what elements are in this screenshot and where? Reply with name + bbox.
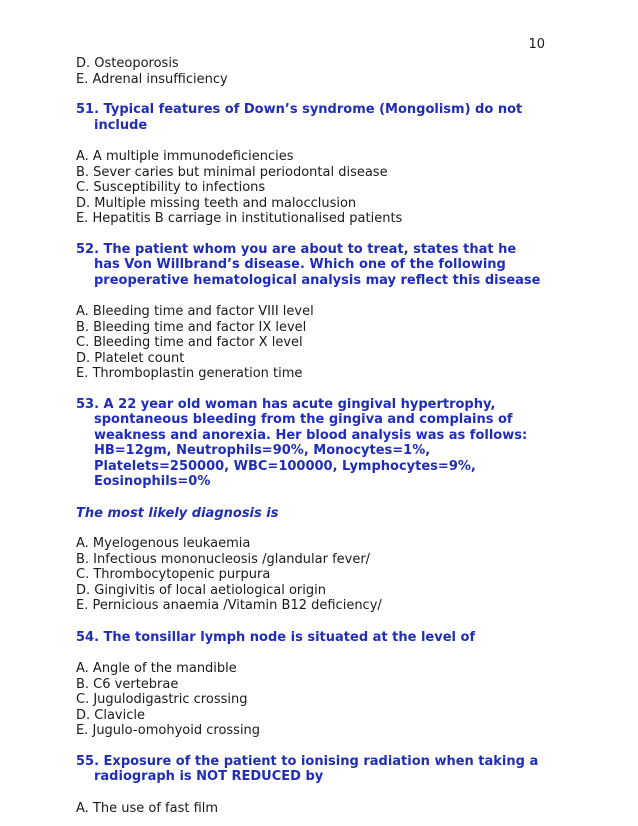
question-55: [76, 754, 546, 817]
question-53: [76, 397, 546, 614]
option-c: C. Thrombocytopenic purpura: [76, 567, 271, 582]
option-d: D. Platelet count: [76, 350, 185, 366]
option-b: B. Bleeding time and factor IX level: [76, 319, 307, 335]
question-sub-prompt: The most likely diagnosis is: [76, 505, 279, 521]
option-c: C. Susceptibility to infections: [76, 180, 266, 195]
question-54: [76, 630, 546, 739]
option-b: B. Sever caries but minimal periodontal disease: [76, 164, 388, 180]
option-a: A. Myelogenous leukaemia: [76, 536, 251, 551]
option-c: C. Jugulodigastric crossing: [76, 692, 248, 707]
option-e: E. Adrenal insufficiency: [76, 71, 228, 87]
question-52: [76, 242, 546, 382]
option-e: E. Jugulo-omohyoid crossing: [76, 723, 261, 738]
option-d: D. Gingivitis of local aetiological origin: [76, 582, 326, 598]
option-d: D. Multiple missing teeth and malocclusion: [76, 195, 357, 211]
option-e: E. Thromboplastin generation time: [76, 366, 303, 381]
question-stem: 54. The tonsillar lymph node is situated at the level of: [76, 629, 476, 645]
option-b: B. Infectious mononucleosis /glandular fever/: [76, 551, 371, 567]
option-e: E. Hepatitis B carriage in institutionalised patients: [76, 211, 403, 226]
option-a: A. Bleeding time and factor VIII level: [76, 304, 314, 319]
option-a: A. A multiple immunodeficiencies: [76, 149, 294, 164]
option-e: E. Pernicious anaemia /Vitamin B12 deficiency/: [76, 598, 382, 613]
carryover-options: [76, 56, 546, 87]
option-a: A. Angle of the mandible: [76, 661, 237, 676]
question-stem: 53. A 22 year old woman has acute gingival hypertrophy, spontaneous bleeding from the gingiva and complains of weakness and anorexia. Her blood analysis was as follows: HB=12gm, Neutrophils=90%, Monocytes=1%, Platelets=250000, WBC=100000, Lymphocytes=9%, Eosinophils=0%: [76, 396, 528, 489]
option-a: A. The use of fast film: [76, 800, 219, 816]
option-d: D. Osteoporosis: [76, 56, 179, 71]
question-51: [76, 102, 546, 227]
option-b: B. C6 vertebrae: [76, 676, 179, 692]
option-d: D. Clavicle: [76, 707, 145, 723]
page-content: [76, 56, 546, 816]
page-number: 10: [528, 37, 545, 52]
question-stem: 55. Exposure of the patient to ionising radiation when taking a radiograph is NOT REDUCED by: [76, 753, 539, 784]
option-c: C. Bleeding time and factor X level: [76, 335, 303, 350]
question-stem: 51. Typical features of Down’s syndrome (Mongolism) do not include: [76, 102, 523, 133]
question-stem: 52. The patient whom you are about to treat, states that he has Von Willbrand’s disease. Which one of the following preoperative hematological analysis may reflect this disease: [76, 241, 541, 288]
